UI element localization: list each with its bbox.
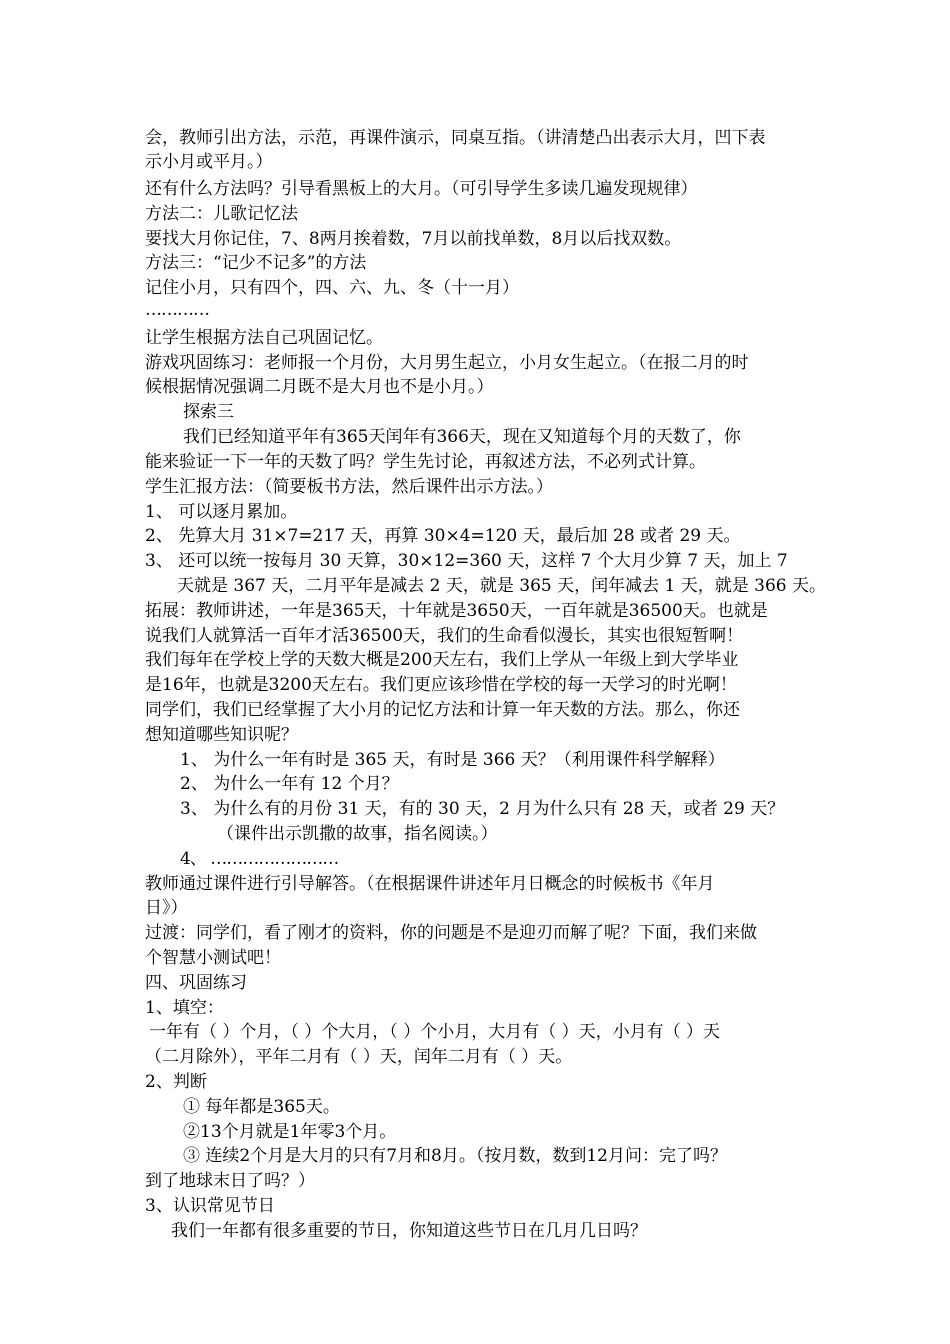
question-item-continuation: （课件出示凯撒的故事，指名阅读。） [217, 824, 498, 844]
list-item: 1、 可以逐月累加。 [145, 502, 298, 522]
text-line: 会，教师引出方法，示范，再课件演示，同桌互指。（讲清楚凸出表示大月，凹下表 [145, 128, 766, 148]
question-item: 3、 为什么有的月份 31 天，有的 30 天，2 月为什么只有 28 天，或者 29 天？ [180, 799, 785, 819]
text-line: 过渡：同学们，看了刚才的资料，你的问题是不是迎刃而解了呢？下面，我们来做 [145, 923, 757, 943]
judgment-item: ① 每年都是365天。 [183, 1097, 340, 1117]
fill-blank-line: （二月除外），平年二月有（ ）天，闰年二月有（ ）天。 [145, 1047, 573, 1067]
text-line: 游戏巩固练习：老师报一个月份，大月男生起立，小月女生起立。（在报二月的时 [145, 353, 749, 373]
text-line: 记住小月，只有四个，四、六、九、冬（十一月） [145, 278, 519, 298]
text-line: 方法三：“记少不记多”的方法 [145, 253, 367, 273]
section-heading: 探索三 [183, 402, 234, 422]
fill-blank-line: 一年有（ ）个月，（ ）个大月，（ ）个小月，大月有（ ）天，小月有（ ）天 [149, 1022, 721, 1042]
judgment-item: ②13个月就是1年零3个月。 [183, 1122, 397, 1142]
text-line: 个智慧小测试吧！ [145, 948, 281, 968]
text-line: 1、填空： [145, 998, 224, 1018]
text-line: 到了地球末日了吗？） [145, 1171, 315, 1191]
section-heading: 四、巩固练习 [145, 973, 247, 993]
text-line: 教师通过课件进行引导解答。（在根据课件讲述年月日概念的时候板书《年月 [145, 874, 715, 894]
text-line: 我们一年都有很多重要的节日，你知道这些节日在几月几日吗？ [171, 1221, 647, 1241]
text-line: ………… [145, 300, 209, 320]
text-line: 想知道哪些知识呢？ [145, 725, 298, 745]
text-line: 是16年，也就是3200天左右。我们更应该珍惜在学校的每一天学习的时光啊！ [145, 675, 737, 695]
text-line: 方法二：儿歌记忆法 [145, 204, 298, 224]
list-item: 2、 先算大月 31×7=217 天，再算 30×4=120 天，最后加 28 或者 29 天。 [145, 526, 741, 546]
text-line: 日》） [145, 898, 188, 918]
text-line: 要找大月你记住，7、8两月挨着数，7月以前找单数，8月以后找双数。 [145, 229, 682, 249]
text-line: 拓展：教师讲述，一年是365天，十年就是3650天，一百年就是36500天。也就是 [145, 601, 768, 621]
text-line: 同学们，我们已经掌握了大小月的记忆方法和计算一年天数的方法。那么，你还 [145, 700, 740, 720]
text-line: 说我们人就算活一百年才活36500天，我们的生命看似漫长，其实也很短暂啊！ [145, 626, 744, 646]
list-item-continuation: 天就是 367 天，二月平年是减去 2 天，就是 365 天，闰年减去 1 天，就是 366 天。 [177, 576, 827, 596]
text-line: 能来验证一下一年的天数了吗？学生先讨论，再叙述方法，不必列式计算。 [145, 452, 706, 472]
question-item: 2、 为什么一年有 12 个月？ [180, 774, 399, 794]
list-item: 3、 还可以统一按每月 30 天算，30×12=360 天，这样 7 个大月少算 7 天，加上 7 [145, 551, 788, 571]
text-line: 学生汇报方法：（简要板书方法，然后课件出示方法。） [145, 477, 553, 497]
text-line: 还有什么方法吗？引导看黑板上的大月。（可引导学生多读几遍发现规律） [145, 179, 698, 199]
text-line: 让学生根据方法自己巩固记忆。 [145, 328, 383, 348]
question-item: 1、 为什么一年有时是 365 天，有时是 366 天？（利用课件科学解释） [180, 750, 725, 770]
text-line: 示小月或平月。） [145, 152, 273, 172]
text-line: 我们每年在学校上学的天数大概是200天左右，我们上学从一年级上到大学毕业 [145, 650, 739, 670]
question-item: 4、 …………………… [180, 849, 339, 869]
text-line: 我们已经知道平年有365天闰年有366天，现在又知道每个月的天数了，你 [183, 427, 741, 447]
text-line: 2、判断 [145, 1072, 207, 1092]
text-line: 候根据情况强调二月既不是大月也不是小月。） [145, 377, 494, 397]
judgment-item: ③ 连续2个月是大月的只有7月和8月。（按月数，数到12月问：完了吗？ [183, 1146, 727, 1166]
text-line: 3、认识常见节日 [145, 1196, 275, 1216]
